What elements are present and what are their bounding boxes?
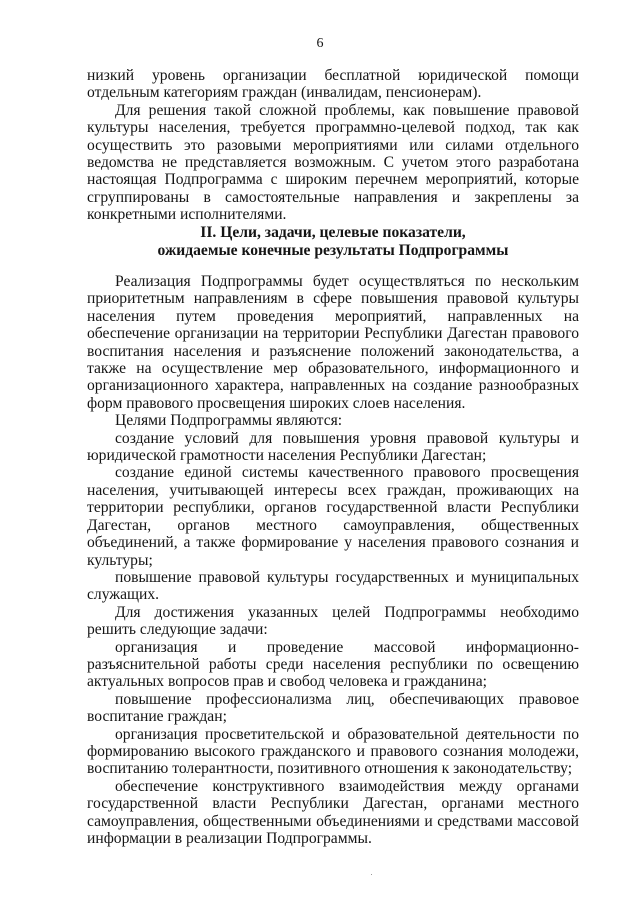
- task-item: обеспечение конструктивного взаимодействия между органами государственной власти Республики Дагестан, органами местного самоуправления, общественными объединениями и средствами массовой информации в реализации Подпрограммы.: [87, 777, 579, 847]
- paragraph: Для решения такой сложной проблемы, как повышение правовой культуры населения, требуется программно-целевой подход, так как осуществить это разовыми мероприятиями или силами отдельного ведомства не представляется возможным. С учетом этого разработана настоящая Подпрограмма с широким перечнем мероприятий, которые сгруппированы в самостоятельные направления и закреплены за конкретными исполнителями.: [87, 101, 579, 224]
- task-item: повышение профессионализма лиц, обеспечивающих правовое воспитание граждан;: [87, 690, 579, 726]
- goal-item: создание единой системы качественного правового просвещения населения, учитывающей интересы всех граждан, проживающих на территории республики, органов государственной власти Республики Дагестан, органов местного самоуправления, общественных объединений, а также формирование у населения правового сознания и культуры;: [87, 464, 579, 569]
- goal-item: создание условий для повышения уровня правовой культуры и юридической грамотности населения Республики Дагестан;: [87, 429, 579, 465]
- paragraph: низкий уровень организации бесплатной юридической помощи отдельным категориям граждан (инвалидам, пенсионерам).: [87, 67, 579, 102]
- section-heading-line: ожидаемые конечные результаты Подпрограммы: [157, 241, 509, 259]
- goal-item: повышение правовой культуры государственных и муниципальных служащих.: [87, 568, 579, 604]
- task-item: организация просветительской и образовательной деятельности по формированию высокого гражданского и правового сознания молодежи, воспитанию толерантности, позитивного отношения к законодательству;: [87, 725, 579, 778]
- task-item: организация и проведение массовой информационно-разъяснительной работы среди населения республики по освещению актуальных вопросов прав и свобод человека и гражданина;: [87, 638, 579, 691]
- paragraph: Реализация Подпрограммы будет осуществляться по нескольким приоритетным направлениям в сфере повышения правовой культуры населения путем проведения мероприятий, направленных на обеспечение организации на территории Республики Дагестан правового воспитания населения и разъяснение положений законодательства, а также на осуществление мер образовательного, информационного и организационного характера, направленных на создание разнообразных форм правового просвещения широких слоев населения.: [87, 273, 579, 412]
- section-heading: [87, 224, 579, 259]
- scan-speck: [371, 874, 372, 875]
- section-text-block: [87, 273, 579, 847]
- intro-text-block: [87, 67, 579, 224]
- page-number: 6: [316, 36, 324, 51]
- section-heading-line: II. Цели, задачи, целевые показатели,: [200, 224, 466, 241]
- paragraph: Для достижения указанных целей Подпрограммы необходимо решить следующие задачи:: [87, 603, 579, 639]
- paragraph: Целями Подпрограммы являются:: [115, 412, 343, 430]
